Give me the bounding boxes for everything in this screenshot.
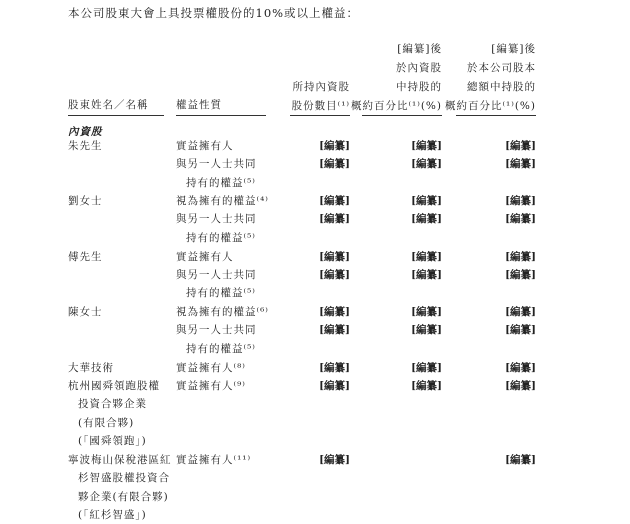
- redacted-pct-total: [編纂]: [505, 380, 536, 392]
- redacted-pct-domestic: [編纂]: [411, 213, 442, 225]
- interest-nature: 持有的權益⁽⁵⁾: [186, 287, 256, 299]
- intro-text: 本公司股東大會上具投票權股份的10%或以上權益：: [68, 6, 360, 20]
- redacted-shares: [編纂]: [319, 324, 350, 336]
- redacted-pct-total: [編纂]: [505, 140, 536, 152]
- redacted-pct-domestic: [編纂]: [411, 306, 442, 318]
- shareholder-name-line: 寧波梅山保稅港區紅: [68, 454, 172, 466]
- redacted-shares: [編纂]: [319, 251, 350, 263]
- redacted-shares: [編纂]: [319, 158, 350, 170]
- redacted-shares: [編纂]: [319, 454, 350, 466]
- redacted-pct-domestic: [編纂]: [411, 158, 442, 170]
- redacted-shares: [編纂]: [319, 195, 350, 207]
- redacted-pct-domestic: [編纂]: [411, 195, 442, 207]
- interest-nature: 實益擁有人: [176, 251, 234, 263]
- redacted-pct-total: [編纂]: [505, 324, 536, 336]
- section-title: 內資股: [68, 126, 103, 138]
- interest-nature: 持有的權益⁽⁵⁾: [186, 177, 256, 189]
- redacted-shares: [編纂]: [319, 380, 350, 392]
- interest-nature: 實益擁有人: [176, 140, 234, 152]
- redacted-pct-total: [編纂]: [505, 251, 536, 263]
- header-col2: 權益性質: [176, 99, 222, 111]
- header-col5: [編纂]後 於本公司股本 總額中持股的 概約百分比⁽¹⁾(%): [444, 43, 536, 112]
- redacted-pct-domestic: [編纂]: [411, 362, 442, 374]
- header-col1: 股東姓名／名稱: [68, 99, 149, 111]
- redacted-pct-total: [編纂]: [505, 362, 536, 374]
- redacted-pct-total: [編纂]: [505, 269, 536, 281]
- shareholder-name: 劉女士: [68, 195, 103, 207]
- header-rule-5: [456, 115, 536, 116]
- interest-nature: 持有的權益⁽⁵⁾: [186, 343, 256, 355]
- interest-nature: 實益擁有人⁽⁹⁾: [176, 380, 246, 392]
- shareholder-name: 杭州國舜領跑股權: [68, 380, 160, 392]
- redacted-pct-total: [編纂]: [505, 454, 536, 466]
- redacted-shares: [編纂]: [319, 362, 350, 374]
- redacted-pct-domestic: [編纂]: [411, 251, 442, 263]
- interest-nature: 與另一人士共同: [176, 269, 257, 281]
- header-col4: [編纂]後 於內資股 中持股的 概約百分比⁽¹⁾(%): [350, 43, 442, 112]
- redacted-pct-domestic: [編纂]: [411, 269, 442, 281]
- header-rule-2: [176, 115, 266, 116]
- header-rule-1: [68, 115, 164, 116]
- redacted-pct-total: [編纂]: [505, 306, 536, 318]
- shareholder-name-line: (有限合夥): [78, 417, 135, 429]
- shareholder-name: 陳女士: [68, 306, 103, 318]
- shareholder-name-line: (「國舜領跑」): [78, 435, 147, 447]
- interest-nature: 視為擁有的權益⁽⁴⁾: [176, 195, 269, 207]
- redacted-shares: [編纂]: [319, 213, 350, 225]
- interest-nature: 視為擁有的權益⁽⁶⁾: [176, 306, 269, 318]
- redacted-pct-total: [編纂]: [505, 195, 536, 207]
- redacted-pct-total: [編纂]: [505, 158, 536, 170]
- redacted-pct-total: [編纂]: [505, 213, 536, 225]
- shareholder-name-line: 杉智盛股權投資合: [78, 472, 170, 484]
- interest-nature: 與另一人士共同: [176, 213, 257, 225]
- header-rule-4: [362, 115, 442, 116]
- interest-nature: 持有的權益⁽⁵⁾: [186, 232, 256, 244]
- redacted-pct-domestic: [編纂]: [411, 324, 442, 336]
- interest-nature: 實益擁有人⁽¹¹⁾: [176, 454, 252, 466]
- redacted-pct-domestic: [編纂]: [411, 140, 442, 152]
- redacted-shares: [編纂]: [319, 306, 350, 318]
- redacted-shares: [編纂]: [319, 140, 350, 152]
- redacted-shares: [編纂]: [319, 269, 350, 281]
- interest-nature: 與另一人士共同: [176, 158, 257, 170]
- shareholder-name: 傅先生: [68, 251, 103, 263]
- header-rule-3: [290, 115, 350, 116]
- shareholder-name-line: 夥企業(有限合夥): [78, 491, 169, 503]
- interest-nature: 與另一人士共同: [176, 324, 257, 336]
- shareholder-name: 朱先生: [68, 140, 103, 152]
- shareholder-name: 大華技術: [68, 362, 114, 374]
- redacted-pct-domestic: [編纂]: [411, 380, 442, 392]
- interest-nature: 實益擁有人⁽⁸⁾: [176, 362, 246, 374]
- shareholder-name-line: (「紅杉智盛」): [78, 509, 147, 521]
- shareholder-name-line: 投資合夥企業: [78, 398, 147, 410]
- header-col3: 所持內資股 股份數目⁽¹⁾: [291, 81, 350, 112]
